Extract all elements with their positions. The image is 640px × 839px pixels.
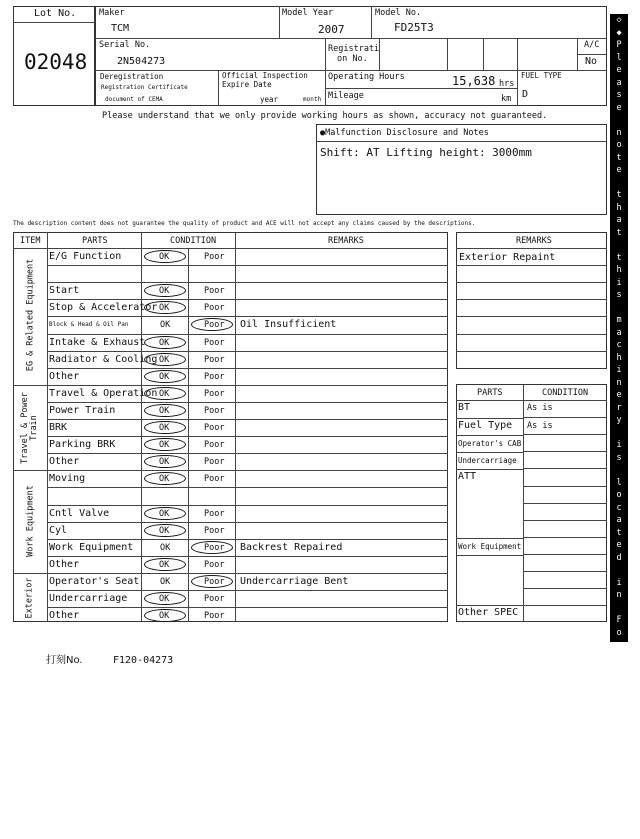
hours-value: 15,638: [452, 74, 496, 88]
inspection-label-1: Official Inspection: [222, 71, 308, 80]
serial-label: Serial No.: [99, 40, 151, 50]
row-divider: [47, 299, 448, 300]
condition-ok: OK: [159, 457, 170, 468]
month-label: month: [303, 96, 322, 103]
part-label: Radiator & Cooling: [49, 353, 158, 365]
selected-condition-circle: [144, 370, 186, 383]
selected-condition-circle: [144, 404, 186, 417]
parts-grid-line: [523, 571, 607, 572]
condition-ok: OK: [159, 371, 170, 382]
row-divider: [47, 556, 448, 557]
selected-condition-circle: [144, 421, 186, 434]
condition-ok: OK: [160, 576, 171, 587]
registration-label-1: Registrati: [328, 44, 380, 54]
condition-poor: Poor: [204, 440, 225, 451]
condition-poor: Poor: [204, 286, 225, 297]
right-part-label: Fuel Type: [458, 420, 513, 431]
maker-value: TCM: [111, 23, 130, 34]
condition-poor: Poor: [204, 252, 225, 262]
model-no-label: Model No.: [375, 8, 422, 18]
row-divider: [47, 607, 448, 608]
condition-ok: OK: [159, 337, 170, 348]
remarks-row-divider: [456, 265, 607, 266]
parts-grid-line: [523, 605, 607, 606]
condition-ok: OK: [159, 474, 170, 485]
remarks-row-divider: [456, 334, 607, 335]
selected-condition-circle: [144, 387, 186, 400]
model-no-value: FD25T3: [394, 21, 434, 34]
parts-grid-line: [523, 503, 607, 504]
parts-row-divider: [456, 435, 523, 436]
maker-label: Maker: [99, 8, 125, 18]
condition-poor: Poor: [204, 354, 225, 365]
parts-grid-line: [523, 417, 607, 418]
condition-ok: OK: [159, 252, 170, 262]
selected-condition-circle: [144, 250, 186, 263]
part-label: Other: [49, 370, 80, 382]
remarks-row-divider: [456, 316, 607, 317]
row-divider: [47, 436, 448, 437]
condition-ok: OK: [159, 388, 170, 399]
malfunction-text: Shift: AT Lifting height: 3000mm: [320, 146, 532, 159]
mileage-unit: km: [501, 94, 512, 104]
parts-grid-line: [523, 434, 607, 435]
model-year-value: 2007: [318, 23, 345, 36]
condition-ok: OK: [159, 286, 170, 297]
parts-grid-line: [523, 451, 607, 452]
remarks-row-divider: [456, 299, 607, 300]
parts-row-divider: [456, 555, 523, 556]
selected-condition-circle: [144, 524, 186, 537]
condition-poor: Poor: [204, 457, 225, 468]
selected-condition-circle: [144, 336, 186, 349]
lot-label: Lot No.: [34, 8, 77, 19]
condition-poor: Poor: [204, 423, 225, 433]
disclaimer: The description content does not guarantee the quality of product and ACE will not accept any claims caused by the descriptions.: [13, 220, 476, 227]
condition-poor: Poor: [204, 388, 225, 399]
footer-value: F120-04273: [113, 655, 174, 666]
section-divider: [13, 573, 448, 574]
mileage-label: Mileage: [328, 91, 364, 101]
right-part-label: Operator's CAB: [458, 439, 522, 448]
condition-poor: Poor: [204, 542, 225, 553]
selected-condition-circle: [191, 575, 233, 588]
malfunction-title: ●Malfunction Disclosure and Notes: [320, 128, 489, 138]
section-divider: [13, 470, 448, 471]
parts-grid-line: [523, 486, 607, 487]
part-label: Parking BRK: [49, 439, 116, 451]
fuel-label: FUEL TYPE: [521, 71, 562, 80]
footer-label: 打刻No.: [46, 655, 83, 666]
ac-value: No: [585, 56, 598, 67]
condition-poor: Poor: [204, 337, 225, 348]
right-condition-header: CONDITION: [542, 388, 589, 398]
part-label: Moving: [49, 473, 86, 485]
ac-label: A/C: [584, 40, 600, 50]
parts-grid-line: [523, 537, 607, 538]
section-label: EG & Related Equipment: [25, 259, 36, 372]
right-part-label: Undercarriage: [458, 456, 517, 465]
inspection-label-2: Expire Date: [222, 80, 272, 89]
right-part-label: BT: [458, 402, 471, 413]
row-divider: [47, 590, 448, 591]
parts-grid-line: [523, 554, 607, 555]
section-divider: [13, 385, 448, 386]
parts-row-divider: [456, 452, 523, 453]
right-remarks-first: Exterior Repaint: [459, 252, 556, 263]
condition-ok: OK: [159, 611, 170, 622]
cema-label: document of CEMA: [105, 96, 163, 103]
row-divider: [47, 334, 448, 335]
selected-condition-circle: [144, 353, 186, 366]
fuel-value: D: [522, 89, 529, 100]
parts-grid-line: [523, 400, 607, 401]
condition-ok: OK: [159, 303, 170, 314]
remarks-row-divider: [456, 282, 607, 283]
hours-label: Operating Hours: [328, 72, 405, 82]
right-part-label: ATT: [458, 471, 477, 482]
location-notice-sidebar: [610, 14, 628, 838]
parts-row-divider: [456, 400, 523, 401]
condition-poor: Poor: [204, 320, 225, 331]
section-label: Travel & Power Train: [20, 391, 39, 464]
condition-ok: OK: [159, 594, 170, 604]
remarks-row-divider: [456, 351, 607, 352]
condition-poor: Poor: [204, 405, 225, 416]
condition-poor: Poor: [204, 559, 225, 570]
part-label: Cntl Valve: [49, 507, 110, 519]
condition-ok: OK: [159, 423, 170, 433]
condition-ok: OK: [160, 320, 171, 331]
part-label: Travel & Operation: [49, 387, 158, 399]
part-label: Work Equipment: [49, 541, 134, 553]
condition-ok: OK: [159, 354, 170, 365]
right-condition-value: As is: [527, 421, 553, 431]
right-condition-value: As is: [527, 403, 553, 413]
condition-ok: OK: [159, 559, 170, 570]
selected-condition-circle: [144, 609, 186, 622]
row-divider: [47, 402, 448, 403]
remarks-row-divider: [456, 248, 607, 249]
condition-ok: OK: [159, 405, 170, 416]
part-label: E/G Function: [49, 251, 122, 262]
remark-text: Backrest Repaired: [240, 541, 343, 553]
condition-poor: Poor: [204, 508, 225, 519]
serial-value: 2N504273: [117, 56, 166, 67]
row-divider: [47, 419, 448, 420]
row-divider: [47, 316, 448, 317]
part-label: Cyl: [49, 524, 68, 536]
reg-cert-label: Registration Certificate: [101, 84, 188, 91]
condition-poor: Poor: [204, 611, 225, 622]
dereg-label: Deregistration: [100, 72, 164, 81]
condition-ok: OK: [159, 508, 170, 519]
condition-poor: Poor: [204, 474, 225, 485]
parts-row-divider: [456, 418, 523, 419]
registration-label-2: on No.: [337, 54, 368, 64]
row-divider: [47, 368, 448, 369]
header-item: ITEM: [20, 236, 41, 246]
row-divider: [47, 351, 448, 352]
right-remarks-header: REMARKS: [516, 236, 552, 246]
part-label: Start: [49, 285, 80, 297]
condition-poor: Poor: [204, 576, 225, 587]
parts-grid-line: [523, 520, 607, 521]
part-label: Intake & Exhaust: [49, 336, 146, 348]
part-label: Operator's Seat: [49, 575, 140, 587]
row-divider: [47, 522, 448, 523]
row-divider: [47, 487, 448, 488]
condition-ok: OK: [159, 525, 170, 536]
part-label: Other: [49, 456, 80, 468]
condition-poor: Poor: [204, 371, 225, 382]
part-label: Undercarriage: [49, 593, 128, 604]
selected-condition-circle: [144, 438, 186, 451]
row-divider: [47, 265, 448, 266]
parts-row-divider: [456, 538, 523, 539]
row-divider: [47, 453, 448, 454]
parts-row-divider: [456, 605, 523, 606]
selected-condition-circle: [144, 558, 186, 571]
parts-row-divider: [456, 469, 523, 470]
parts-grid-line: [523, 588, 607, 589]
condition-poor: Poor: [204, 594, 225, 604]
sidebar-text: ◇ ◆ P l e a s e n o t e t h a t t h i s m a c h i n e r y i s l o c a t e d i n F o r k l i f t P a r k i n g ◆ ◇: [616, 15, 622, 838]
part-label: Stop & Accelerator: [49, 302, 158, 314]
condition-ok: OK: [159, 440, 170, 451]
header-remarks: REMARKS: [328, 236, 364, 246]
part-label: Other: [49, 558, 80, 570]
notice-hours: Please understand that we only provide working hours as shown, accuracy not guaranteed.: [102, 111, 548, 121]
header-parts: PARTS: [82, 236, 108, 246]
right-part-label: Other SPEC: [458, 607, 519, 618]
remark-text: Undercarriage Bent: [240, 575, 349, 587]
part-label: Block & Head & Oil Pan: [49, 321, 129, 329]
right-parts-header: PARTS: [477, 388, 503, 398]
section-label: Exterior: [24, 577, 35, 619]
row-divider: [47, 539, 448, 540]
selected-condition-circle: [191, 541, 233, 554]
part-label: Power Train: [49, 404, 116, 416]
selected-condition-circle: [144, 592, 186, 605]
lot-number: 02048: [24, 50, 88, 74]
year-label: year: [260, 95, 279, 104]
hours-unit: hrs: [499, 79, 515, 89]
part-label: Other: [49, 610, 80, 622]
parts-grid-line: [523, 468, 607, 469]
part-label: BRK: [49, 422, 68, 433]
condition-poor: Poor: [204, 303, 225, 314]
condition-ok: OK: [160, 542, 171, 553]
row-divider: [47, 505, 448, 506]
condition-poor: Poor: [204, 525, 225, 536]
section-label: Work Equipment: [25, 484, 35, 557]
row-divider: [47, 282, 448, 283]
remark-text: Oil Insufficient: [240, 319, 337, 331]
model-year-label: Model Year: [282, 8, 334, 18]
selected-condition-circle: [144, 507, 186, 520]
header-condition: CONDITION: [170, 236, 217, 246]
right-part-label: Work Equipment: [458, 542, 522, 551]
